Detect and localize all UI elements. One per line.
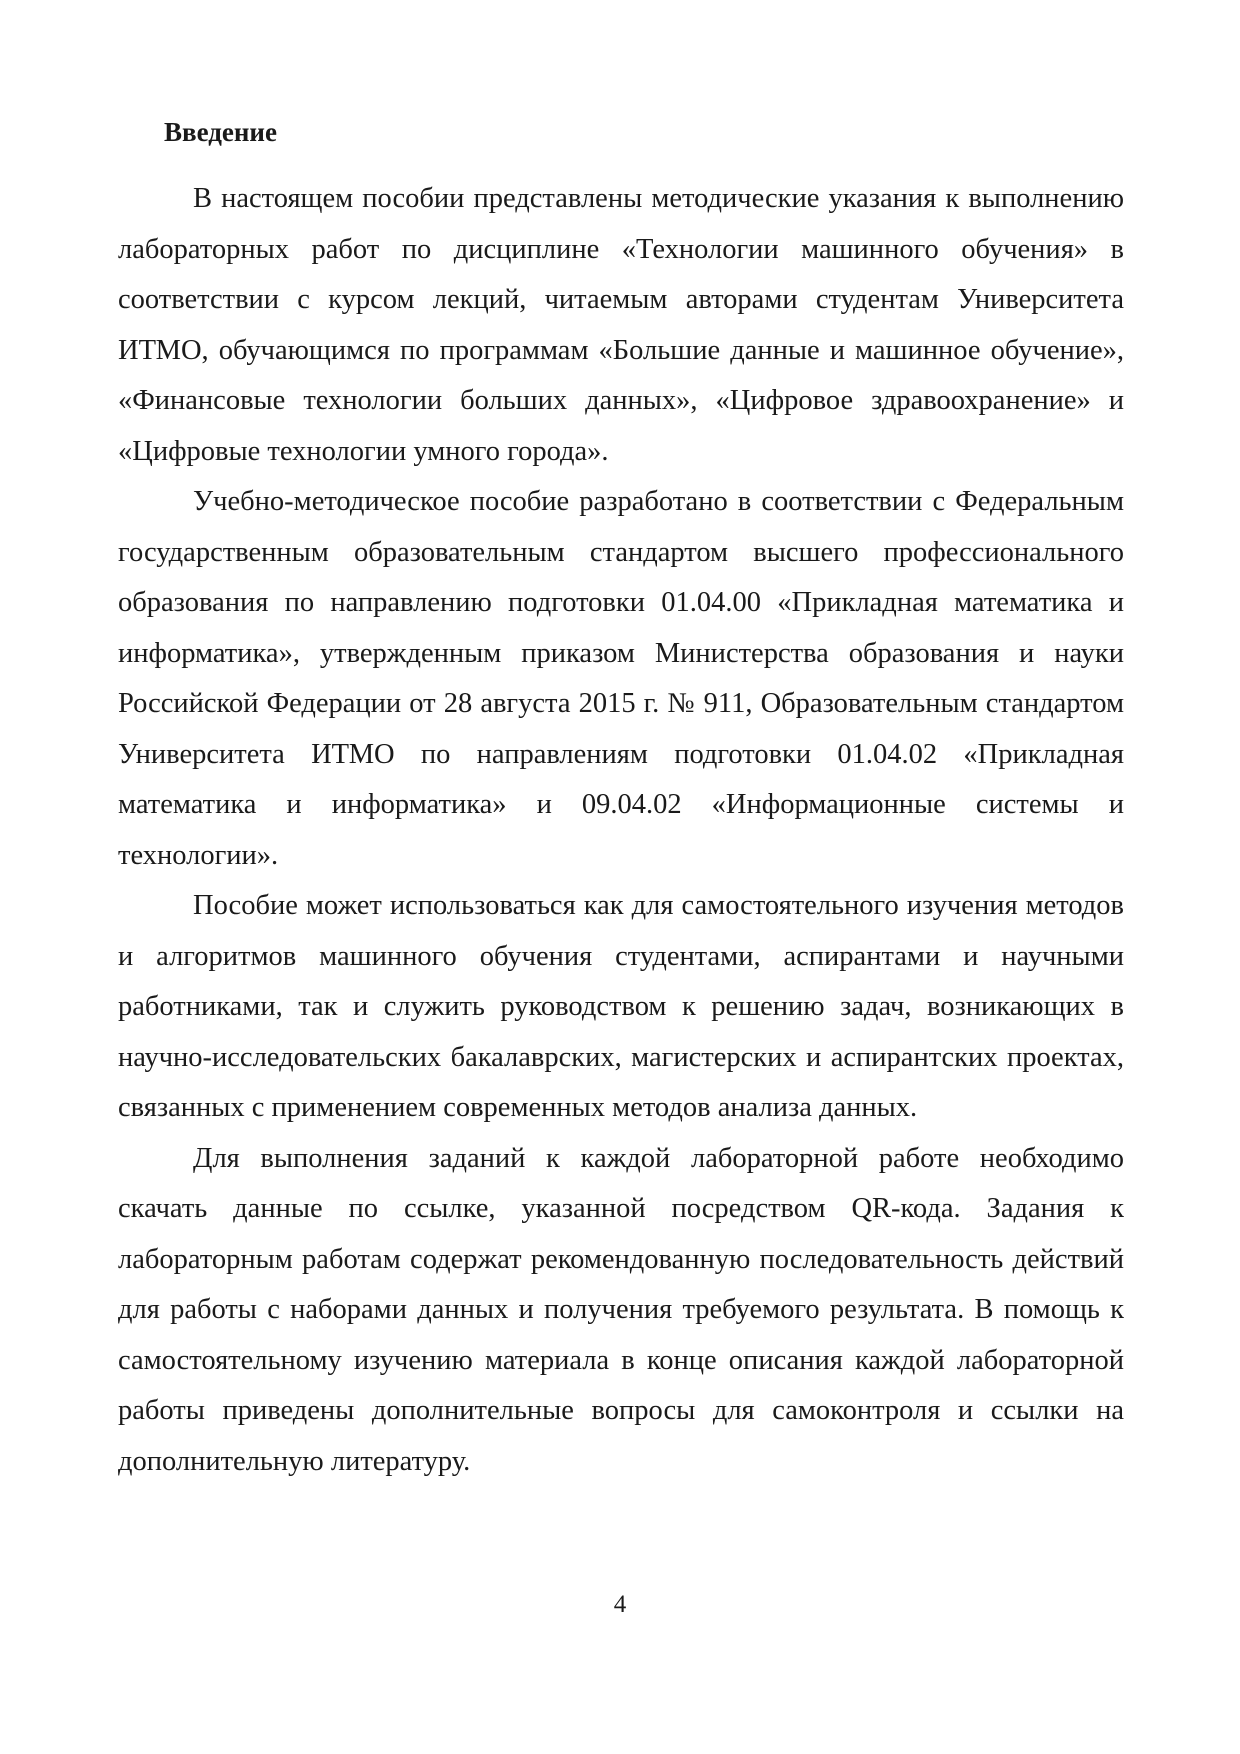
paragraph-standards: Учебно-методическое пособие разработано в соответствии с Федеральным государственным образовательным стандартом высшего профессионального образования по направлению подготовки 01.04.00 «Прикладная математика и информатика», утвержденным приказом Министерства образования и науки Российской Федерации от 28 августа 2015 г. № 911, Образовательным стандартом Университета ИТМО по направлениям подготовки 01.04.02 «Прикладная математика и информатика» и 09.04.02 «Информационные системы и технологии». [118, 486, 1124, 871]
page-content [118, 112, 1124, 1487]
paragraph-intro: В настоящем пособии представлены методические указания к выполнению лабораторных работ по дисциплине «Технологии машинного обучения» в соответствии с курсом лекций, читаемым авторами студентам Университета ИТМО, обучающимся по программам «Большие данные и машинное обучение», «Финансовые технологии больших данных», «Цифровое здравоохранение» и «Цифровые технологии умного города». [118, 183, 1124, 467]
section-heading: Введение [164, 117, 277, 147]
paragraph-usage: Пособие может использоваться как для самостоятельного изучения методов и алгоритмов машинного обучения студентами, аспирантами и научными работниками, так и служить руководством к решению задач, возникающих в научно-исследовательских бакалаврских, магистерских и аспирантских проектах, связанных с применением современных методов анализа данных. [118, 890, 1124, 1123]
paragraph-tasks: Для выполнения заданий к каждой лабораторной работе необходимо скачать данные по ссылке, указанной посредством QR-кода. Задания к лабораторным работам содержат рекомендованную последовательность действий для работы с наборами данных и получения требуемого результата. В помощь к самостоятельному изучению материала в конце описания каждой лабораторной работы приведены дополнительные вопросы для самоконтроля и ссылки на дополнительную литературу. [118, 1142, 1124, 1477]
page-number: 4 [613, 1591, 627, 1618]
